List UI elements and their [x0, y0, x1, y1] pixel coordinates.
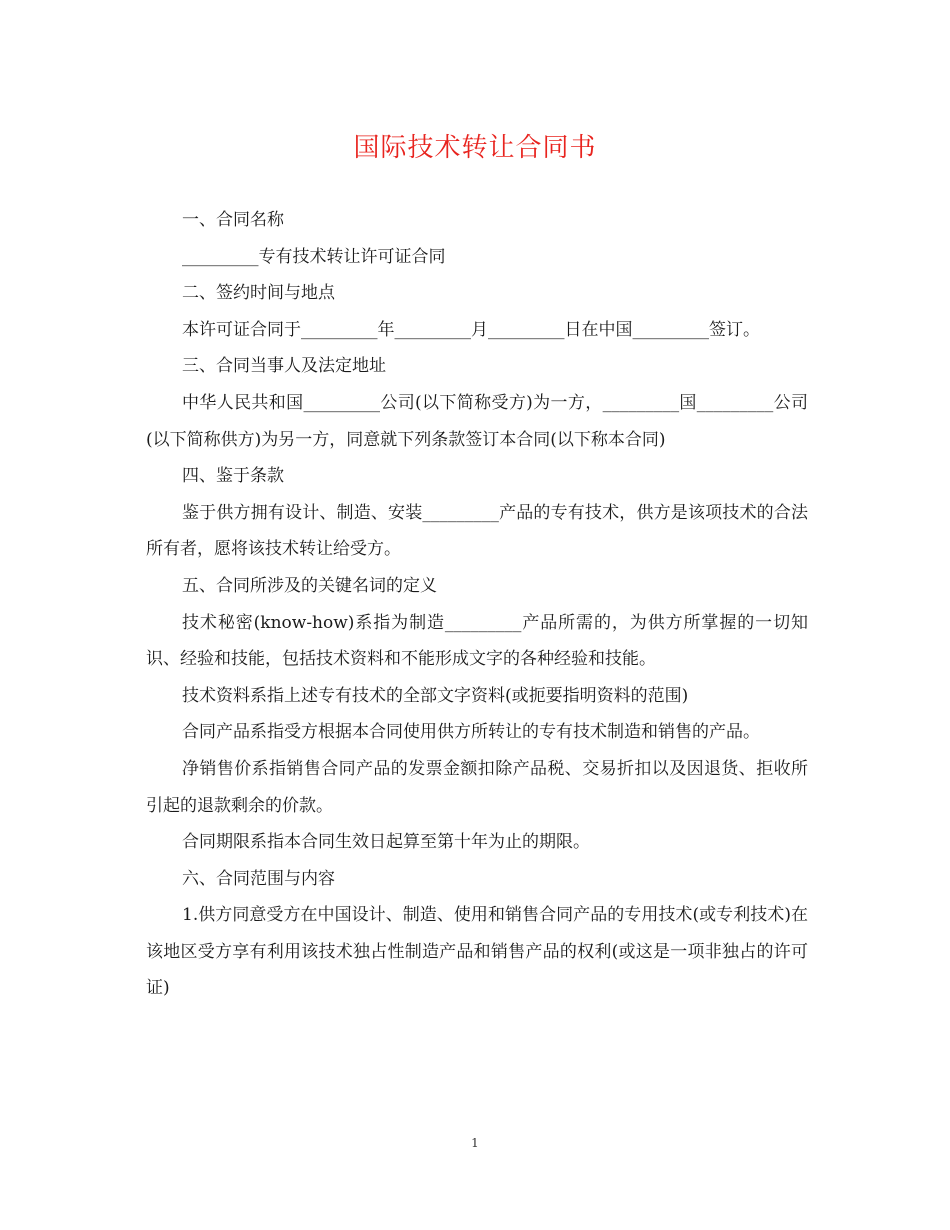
section-heading-parties: 三、合同当事人及法定地址: [182, 356, 386, 377]
section-heading-definitions: 五、合同所涉及的关键名词的定义: [182, 575, 437, 596]
paragraph-definition-contract-product: 合同产品系指受方根据本合同使用供方所转让的专有技术制造和销售的产品。: [182, 722, 760, 743]
paragraph-scope-1: 1.供方同意受方在中国设计、制造、使用和销售合同产品的专用技术(或专利技术)在该地区受方享有利用该技术独占性制造产品和销售产品的权利(或这是一项非独占的许可证): [146, 905, 808, 999]
paragraph-definition-tech-docs: 技术资料系指上述专有技术的全部文字资料(或扼要指明资料的范围): [182, 685, 689, 706]
section-heading-whereas: 四、鉴于条款: [182, 466, 284, 487]
page-number: 1: [471, 1136, 479, 1150]
section-heading-scope: 六、合同范围与内容: [182, 868, 335, 889]
section-heading-contract-name: 一、合同名称: [182, 210, 284, 230]
paragraph-definition-know-how: 技术秘密(know-how)系指为制造_________产品所需的，为供方所掌握的一切知识、经验和技能，包括技术资料和不能形成文字的各种经验和技能。: [146, 612, 808, 670]
paragraph-parties: 中华人民共和国_________公司(以下简称受方)为一方，_________国_________公司(以下简称供方)为另一方，同意就下列条款签订本合同(以下称本合同): [146, 392, 808, 450]
document-title: 国际技术转让合同书: [353, 133, 597, 163]
paragraph-signing: 本许可证合同于_________年_________月_________日在中国_________签订。: [182, 319, 760, 340]
paragraph-definition-term: 合同期限系指本合同生效日起算至第十年为止的期限。: [182, 832, 590, 853]
section-heading-signing: 二、签约时间与地点: [182, 283, 335, 304]
paragraph-definition-net-price: 净销售价系指销售合同产品的发票金额扣除产品税、交易折扣以及因退货、拒收所引起的退款剩余的价款。: [146, 758, 808, 816]
paragraph-whereas: 鉴于供方拥有设计、制造、安装_________产品的专有技术，供方是该项技术的合法所有者，愿将该技术转让给受方。: [146, 502, 808, 560]
document-body: [146, 202, 808, 1007]
paragraph-contract-name: _________专有技术转让许可证合同: [182, 246, 446, 267]
